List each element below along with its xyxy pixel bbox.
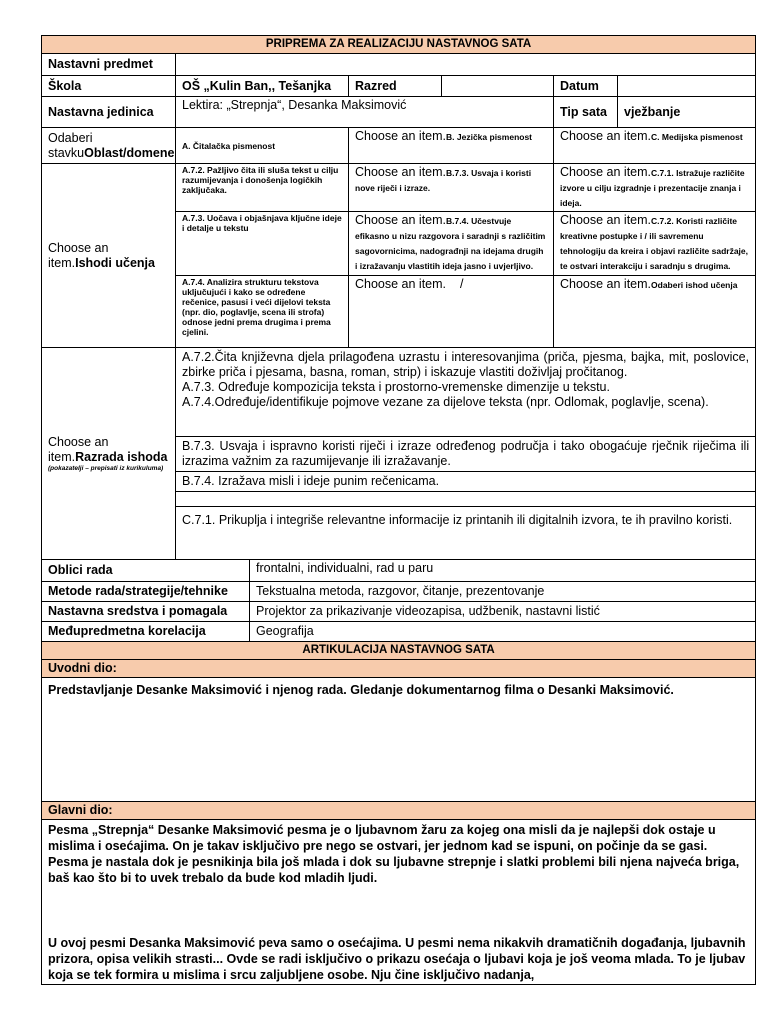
value-skola[interactable]: OŠ „Kulin Ban,, Tešanjka [176,76,349,97]
razrada-suffix: Razrada ishoda [75,449,168,464]
oblast-prefix[interactable]: Odaberi stavku [48,130,93,160]
label-predmet: Nastavni predmet [42,54,176,76]
oblast-b-text: B. Jezička pismenost [446,132,533,142]
value-predmet[interactable] [176,54,756,76]
oblast-b-choose[interactable]: Choose an item. [355,129,447,143]
label-sredstva: Nastavna sredstva i pomagala [42,602,250,622]
label-oblici: Oblici rada [42,560,250,582]
ishod-b2-text: B.7.4. Učestvuje efikasno u nizu razgovora i saradnji s različitim sagovornicima, nadograđnji na idejama drugih i izražavanju vlastitih ideja jasno i uvjerljivo. [355,216,546,271]
lesson-plan-table [41,35,756,985]
label-razred: Razred [349,76,442,97]
ishod-c3-choose[interactable]: Choose an item. [560,277,652,291]
razrada-empty[interactable] [176,492,755,507]
ishod-c3-text: Odaberi ishod učenja [651,280,738,290]
ishod-b3-text: / [460,277,464,291]
ishod-c1[interactable] [554,164,756,212]
oblast-a[interactable]: A. Čitalačka pismenost [176,128,349,164]
ishod-a2[interactable]: A.7.3. Uočava i objašnjava ključne ideje i detalje u tekstu [176,212,349,276]
oblast-label [42,128,176,164]
razrada-note: (pokazatelji – prepisati iz kurikuluma) [48,464,164,472]
razrada-inner-table [176,348,755,559]
value-jedinica[interactable]: Lektira: „Strepnja“, Desanka Maksimović [176,97,554,128]
oblast-c[interactable] [554,128,756,164]
ishod-c1-text: C.7.1. Istražuje različite izvore u cilju izgradnje i prezentacije znanja i ideja. [560,168,745,208]
ishod-c1-choose[interactable]: Choose an item. [560,165,652,179]
razrada-b1[interactable]: B.7.3. Usvaja i ispravno koristi riječi i izraze određenog područja i tako obogaćuje rječnik riječima ili izrazima važnim za razumijevanje ili izražavanje. [176,437,755,472]
uvodni-text[interactable]: Predstavljanje Desanke Maksimović i njenog rada. Gledanje dokumentarnog filma o Desanki Maksimović. [42,678,756,802]
ishod-c2[interactable] [554,212,756,276]
oblast-b[interactable] [349,128,554,164]
ishod-b1[interactable] [349,164,554,212]
ishod-b2[interactable] [349,212,554,276]
glavni-label: Glavni dio: [42,802,756,820]
ishod-c2-choose[interactable]: Choose an item. [560,213,652,227]
razrada-c1[interactable]: C.7.1. Prikuplja i integriše relevantne informacije iz printanih ili digitalnih izvora, te ih pravilno koristi. [182,513,733,527]
artikulacija-title: ARTIKULACIJA NASTAVNOG SATA [42,642,756,660]
ishodi-prefix[interactable]: Choose an item. [48,240,109,270]
value-korelacija[interactable]: Geografija [250,622,756,642]
razrada-a[interactable] [176,348,755,437]
ishod-b1-choose[interactable]: Choose an item. [355,165,447,179]
value-datum[interactable] [618,76,756,97]
oblast-c-choose[interactable]: Choose an item. [560,129,652,143]
glavni-paragraph-2: U ovoj pesmi Desanka Maksimović peva samo o osećajima. U pesmi nema nikakvih dramatičnih događanja, ljubavnih prizora, opisa velikih strasti... Ovde se radi isključivo o prikazu osećaja o ljubavi koja je još veoma mlada. To je ljubav koja se tek formira u mislima i srcu zaljubljene osobe. Nju čine isključivo nadanja, [48,936,746,982]
razrada-a3: A.7.4.Određuje/identifikuje pojmove vezane za dijelove teksta (npr. Odlomak, poglavlje, scena). [182,395,709,409]
ishod-a3[interactable]: A.7.4. Analizira strukturu tekstova uključujući i kako se određene rečenice, pasusi i veći dijelovi teksta (npr. dio, poglavlje, scena ili strofa) odnose jedni prema drugima i prema cjelini. [176,276,349,348]
label-tip: Tip sata [554,97,618,128]
oblast-c-text: C. Medijska pismenost [651,132,743,142]
value-oblici[interactable]: frontalni, individualni, rad u paru [250,560,756,582]
uvodni-label: Uvodni dio: [42,660,756,678]
ishod-b1-text: B.7.3. Usvaja i koristi nove riječi i izraze. [355,168,532,193]
label-jedinica: Nastavna jedinica [42,97,176,128]
label-skola: Škola [42,76,176,97]
ishodi-suffix: Ishodi učenja [75,255,155,270]
glavni-content[interactable] [42,820,756,985]
razrada-prefix[interactable]: Choose an item. [48,434,109,464]
label-korelacija: Međupredmetna korelacija [42,622,250,642]
razrada-b2[interactable]: B.7.4. Izražava misli i ideje punim rečenicama. [176,472,755,492]
label-datum: Datum [554,76,618,97]
oblast-suffix: Oblast/domene [84,145,175,160]
value-razred[interactable] [442,76,554,97]
value-tip[interactable]: vježbanje [618,97,756,128]
ishod-b2-choose[interactable]: Choose an item. [355,213,447,227]
razrada-a2: A.7.3. Određuje kompozicija teksta i prostorno-vremenske dimenzije u tekstu. [182,380,610,394]
value-sredstva[interactable]: Projektor za prikazivanje videozapisa, udžbenik, nastavni listić [250,602,756,622]
razrada-content [176,348,756,560]
page-title: PRIPREMA ZA REALIZACIJU NASTAVNOG SATA [42,36,756,54]
ishod-b3-choose[interactable]: Choose an item. [355,277,447,291]
paragraph-spacer [48,886,749,935]
razrada-label [42,348,176,560]
glavni-paragraph-1: Pesma „Strepnja“ Desanke Maksimović pesma je o ljubavnom žaru za kojeg ona misli da je najlepši dok ostaje u mislima i osećajima. On je takav isključivo pre nego se ostvari, jer jednom kad se ispuni, on počinje da se gasi. Pesma je nastala dok je pesnikinja bila još mlada i dok su ljubavne strepnje i slatki problemi bili njena najveća briga, baš kao što bi to uvek trebalo da bude kod mladih ljudi. [48,823,740,885]
razrada-a1: A.7.2.Čita književna djela prilagođena uzrastu i interesovanjima (priča, pjesma, bajka, mit, poslovice, zbirke priča i pjesama, basna, roman, strip) i iskazuje vlastiti doživljaj pročitanog. [182,350,750,379]
ishod-c3[interactable] [554,276,756,348]
ishod-a1[interactable]: A.7.2. Pažljivo čita ili sluša tekst u cilju razumijevanja i donošenja logičkih zaključaka. [176,164,349,212]
value-metode[interactable]: Tekstualna metoda, razgovor, čitanje, prezentovanje [250,582,756,602]
ishod-c2-text: C.7.2. Koristi različite kreativne postupke i / ili savremenu tehnologiju da kreira i objavi različite sadržaje, te ostvari interakciju i saradnju s drugima. [560,216,749,271]
ishodi-label [42,164,176,348]
label-metode: Metode rada/strategije/tehnike [42,582,250,602]
ishod-b3[interactable] [349,276,554,348]
